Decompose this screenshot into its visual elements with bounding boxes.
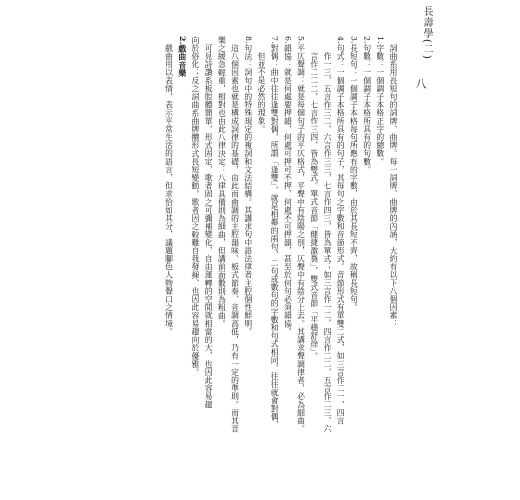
- running-header-title: 長壽學(二): [421, 6, 432, 60]
- text-line: 4.句式：一個調子本格所具有的句子，其每句之字數和音節形式。音節形式有單雙二式，如三言作二一，四言: [336, 36, 346, 425]
- text-line: 7.對偶：曲中往往逢雙對偶，所謂「逢雙」，就是相鄰的兩句，二句或數句的字數和句式相同，往往就會對偶，: [270, 36, 280, 429]
- text-line: 向於俗化；反之詞曲系曲牌體形式長短變動，歌者因之較難自我發揮，也因此容易趨向於優雅。: [190, 36, 200, 377]
- text-line: 詞曲系用長短句的詞牌、曲牌。每一詞牌、曲牌的內涵，大約有以下八個因素：: [389, 43, 398, 328]
- text-line: 作一三，五言作三二，六言作三三，七言作四三，皆為單式；如三言作一二，四言作二二，五言作二三，六: [322, 51, 332, 433]
- section-heading: 2.戲曲音樂: [177, 36, 187, 78]
- text-line: 可見詩讚系板腔體簡單，形式固定，歌者固之可彌補變化，自由運轉的空間就相當的大，也因此容易趨: [204, 43, 214, 409]
- text-line: 言作二二二，七言作三四，皆為雙式。單式音節「健捷激裊」，雙式音節「平穩舒徐」。: [309, 51, 319, 360]
- page-number: 八: [414, 78, 427, 89]
- body-text-block: [130, 36, 400, 446]
- text-line: 但並不是必然的現象。: [256, 51, 266, 133]
- text-line: 樂之緩急輕重，相對也由此八律決定：八律具備則為細曲，但講前面數則為粗曲。: [217, 36, 227, 328]
- text-line: 這八個因素也就是構成詞律的基礎，由此而曲調的主腔韻味、板式節奏、音調高低，乃有一定的準則。而其音: [230, 43, 240, 433]
- text-line: 8.句法：詞句中的特殊規定的複詞和文法結構。其講求句中語法律者主腔個性鮮明。: [243, 36, 253, 336]
- text-line: 6.韻協：就是何處要押韻，何處可押可不押，何處不可押韻，甚至於何句必須韻協。: [283, 36, 293, 336]
- text-line: 3.長短句：一個調子本格每句所應有的字數，由於其長短不齊，故稱長短句。: [349, 36, 359, 312]
- text-line: 5.平仄聲調：就是每個句子的平仄格式，平聲中有陰陽之別，仄聲中有陰分上去。其講求聲調律者，必為細曲。: [296, 36, 306, 433]
- text-line: 1.字數：一個調子本格正字的總數。: [375, 36, 385, 166]
- text-line: 戲曲用以表情，表示平常生活的語言，但求恰如其分，議題腳色人物聲口之情境。: [164, 43, 174, 336]
- text-line: 2.句數：一個調子本格所具有的句數。: [362, 36, 372, 174]
